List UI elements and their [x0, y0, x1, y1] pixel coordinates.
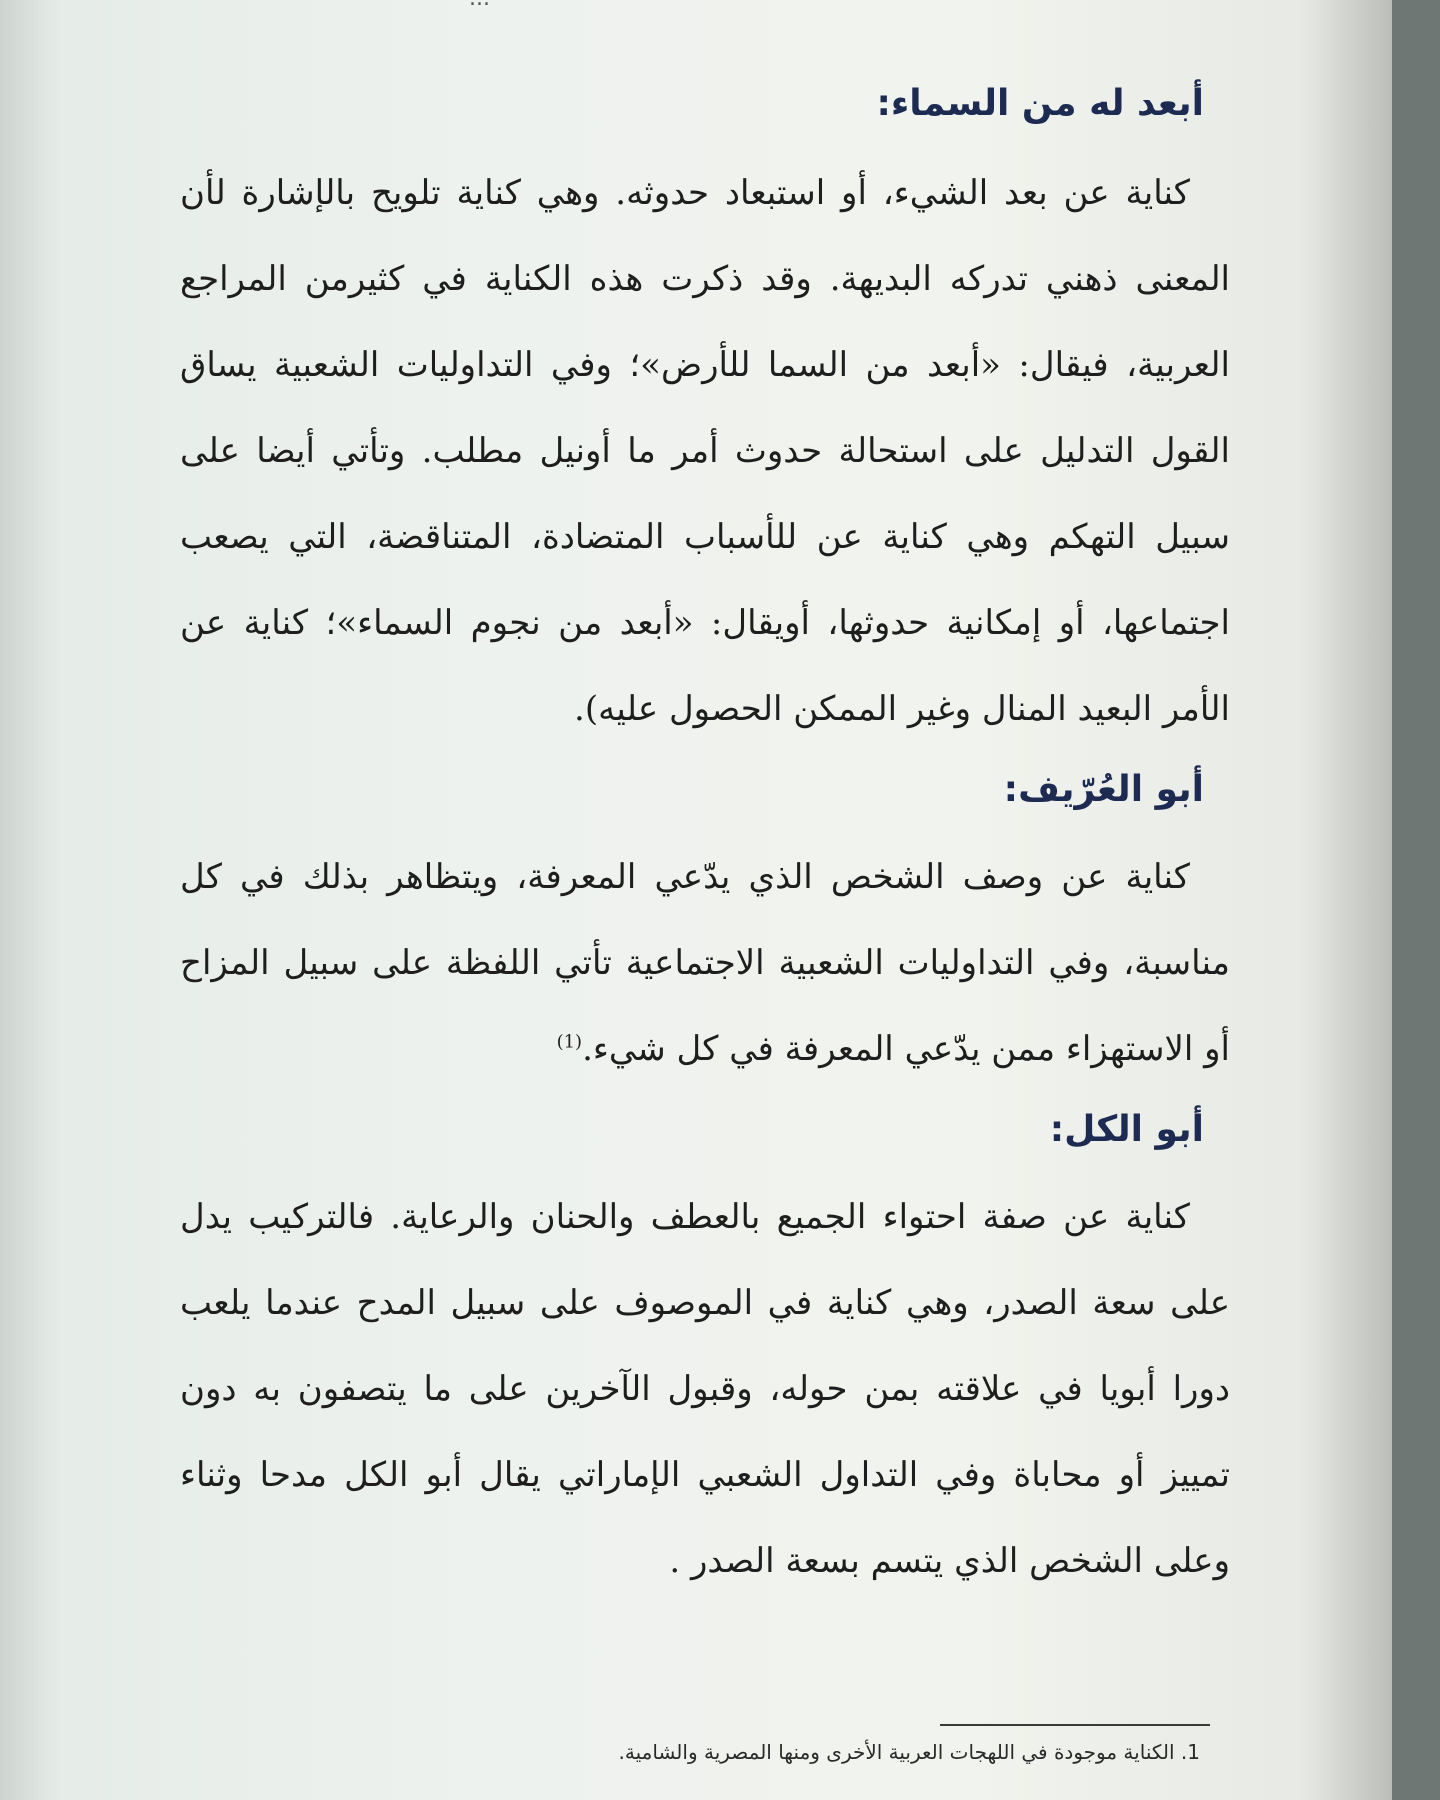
section-heading: أبو العُرّيف: [1003, 769, 1204, 810]
paragraph-text: كناية عن وصف الشخص الذي يدّعي المعرفة، ويتظاهر بذلك في كل مناسبة، وفي التداوليات الشعبية الاجتماعية تأتي اللفظة على سبيل المزاح أو الاستهزاء ممن يدّعي المعرفة في كل شيء. [180, 857, 1230, 1069]
section-paragraph: كناية عن بعد الشيء، أو استبعاد حدوثه. وهي كناية تلويح بالإشارة لأن المعنى ذهني تدركه البديهة. وقد ذكرت هذه الكناية في كثيرمن المراجع العربية، فيقال: «أبعد من السما للأرض»؛ وفي التداوليات الشعبية يساق القول التدليل على استحالة حدوث أمر ما أونيل مطلب. وتأتي أيضا على سبيل التهكم وهي كناية عن للأسباب المتضادة، المتناقضة، التي يصعب اجتماعها، أو إمكانية حدوثها، أويقال: «أبعد من نجوم السماء»؛ كناية عن الأمر البعيد المنال وغير الممكن الحصول عليه). [180, 173, 1230, 729]
section-heading: أبعد له من السماء: [876, 83, 1204, 124]
running-header [170, 0, 490, 11]
footnote-text: 1. الكناية موجودة في اللهجات العربية الأخرى ومنها المصرية والشامية. [618, 1740, 1200, 1764]
page-shadow-left [0, 0, 60, 1800]
section-paragraph: كناية عن صفة احتواء الجميع بالعطف والحنان والرعاية. فالتركيب يدل على سعة الصدر، وهي كناية في الموصوف على سبيل المدح عندما يلعب دورا أبويا في علاقته بمن حوله، وقبول الآخرين على ما يتصفون به دون تمييز أو محاباة وفي التداول الشعبي الإماراتي يقال أبو الكل مدحا وثناء وعلى الشخص الذي يتسم بسعة الصدر . [180, 1197, 1230, 1581]
footnote-divider [940, 1724, 1210, 1726]
section-paragraph [180, 834, 1230, 1092]
page-shadow-right [1302, 0, 1392, 1800]
footnote-reference[interactable]: (1) [556, 1031, 583, 1053]
section-heading: أبو الكل: [1049, 1109, 1204, 1150]
page-content [180, 70, 1230, 1604]
